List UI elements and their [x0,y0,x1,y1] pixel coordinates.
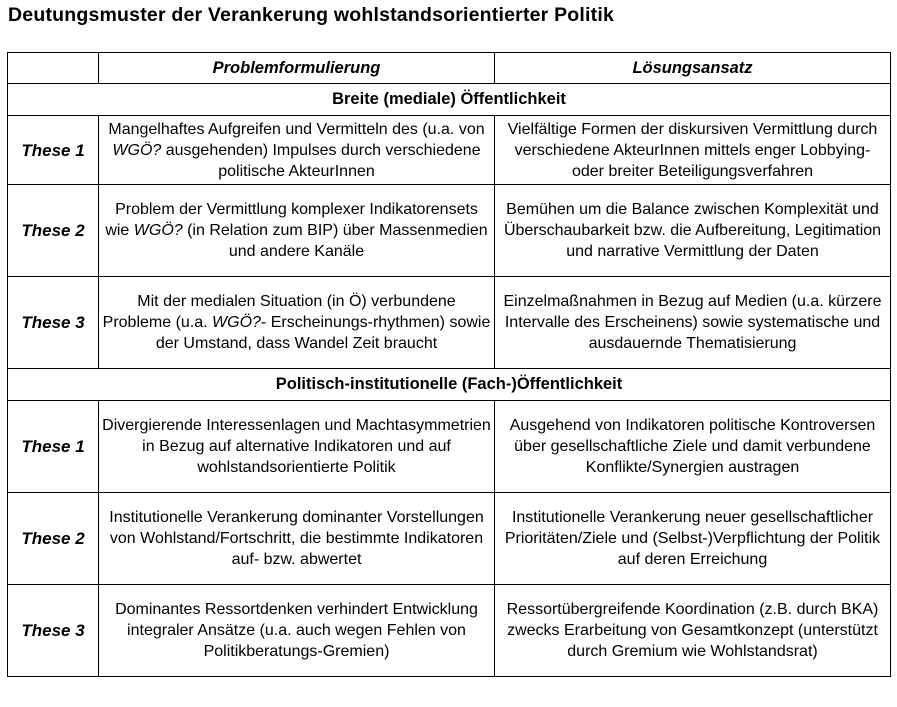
problem-cell: Mit der medialen Situation (in Ö) verbundene Probleme (u.a. WGÖ?- Erscheinungs-rhythmen) sowie der Umstand, dass Wandel Zeit braucht [99,277,495,369]
header-problem: Problemformulierung [99,53,495,84]
solution-cell: Ressortübergreifende Koordination (z.B. durch BKA) zwecks Erarbeitung von Gesamtkonzept (unterstützt durch Gremium wie Wohlstandsrat) [495,585,891,677]
solution-cell: Einzelmaßnahmen in Bezug auf Medien (u.a. kürzere Intervalle des Erscheinens) sowie systematische und ausdauernde Thematisierung [495,277,891,369]
section-row [8,369,891,401]
table-row [8,493,891,585]
thesis-label: These 1 [8,401,99,493]
problem-cell: Divergierende Interessenlagen und Machtasymmetrien in Bezug auf alternative Indikatoren und auf wohlstandsorientierte Politik [99,401,495,493]
problem-cell: Dominantes Ressortdenken verhindert Entwicklung integraler Ansätze (u.a. auch wegen Fehlen von Politikberatungs-Gremien) [99,585,495,677]
table-row [8,401,891,493]
header-solution: Lösungsansatz [495,53,891,84]
thesis-label: These 3 [8,585,99,677]
section-heading-media: Breite (mediale) Öffentlichkeit [8,84,891,116]
solution-cell: Vielfältige Formen der diskursiven Vermittlung durch verschiedene AkteurInnen mittels enger Lobbying- oder breiter Beteiligungsverfahren [495,116,891,185]
table-row [8,585,891,677]
header-empty [8,53,99,84]
interpretation-table [7,52,891,677]
section-row [8,84,891,116]
table-row [8,116,891,185]
header-row [8,53,891,84]
solution-cell: Institutionelle Verankerung neuer gesellschaftlicher Prioritäten/Ziele und (Selbst-)Verpflichtung der Politik auf deren Erreichung [495,493,891,585]
problem-cell: Problem der Vermittlung komplexer Indikatorensets wie WGÖ? (in Relation zum BIP) über Massenmedien und andere Kanäle [99,185,495,277]
solution-cell: Ausgehend von Indikatoren politische Kontroversen über gesellschaftliche Ziele und damit verbundene Konflikte/Synergien austragen [495,401,891,493]
thesis-label: These 2 [8,493,99,585]
section-heading-institutional: Politisch-institutionelle (Fach-)Öffentlichkeit [8,369,891,401]
table-row [8,185,891,277]
problem-cell: Mangelhaftes Aufgreifen und Vermitteln des (u.a. von WGÖ? ausgehenden) Impulses durch verschiedene politische AkteurInnen [99,116,495,185]
problem-cell: Institutionelle Verankerung dominanter Vorstellungen von Wohlstand/Fortschritt, die bestimmte Indikatoren auf- bzw. abwertet [99,493,495,585]
thesis-label: These 3 [8,277,99,369]
table-row [8,277,891,369]
thesis-label: These 1 [8,116,99,185]
thesis-label: These 2 [8,185,99,277]
page-title: Deutungsmuster der Verankerung wohlstandsorientierter Politik [8,4,614,26]
solution-cell: Bemühen um die Balance zwischen Komplexität und Überschaubarkeit bzw. die Aufbereitung, Legitimation und narrative Vermittlung der Daten [495,185,891,277]
